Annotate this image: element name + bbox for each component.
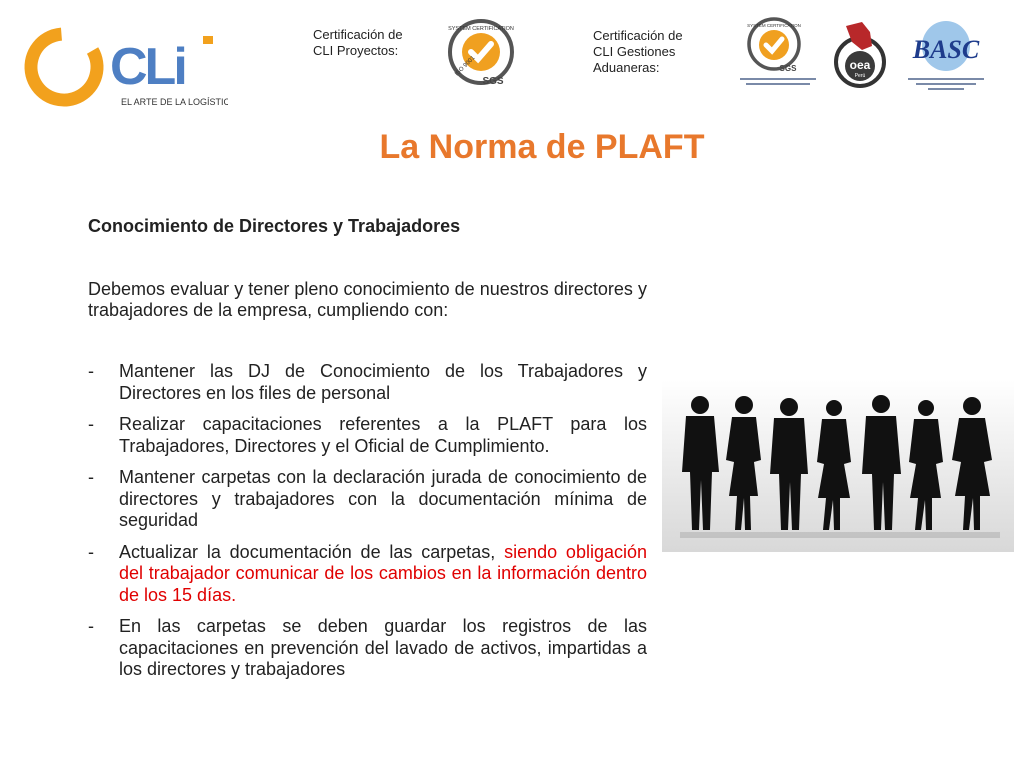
slide-title: La Norma de PLAFT (379, 128, 705, 166)
svg-text:SGS: SGS (482, 76, 504, 87)
basc-badge (906, 18, 986, 94)
svg-text:oea: oea (849, 58, 871, 72)
logo-tagline: EL ARTE DE LA LOGÍSTICA (121, 97, 228, 107)
svg-text:SYSTEM CERTIFICATION: SYSTEM CERTIFICATION (747, 23, 801, 28)
svg-text:ISO 9001: ISO 9001 (454, 55, 477, 78)
list-item: - En las carpetas se deben guardar los registros de las capacitaciones en prevención del lavado de activos, impartidas a los directores y trabajadores (88, 616, 647, 679)
svg-text:SGS: SGS (779, 64, 797, 73)
sgs-customs-badge (738, 16, 818, 90)
cert-projects-label: Certificación de CLI Proyectos: (313, 27, 403, 58)
section-subheading: Conocimiento de Directores y Trabajadores (88, 216, 461, 236)
requirements-list (88, 361, 647, 691)
oea-peru-badge (832, 20, 888, 90)
list-item: - Mantener las DJ de Conocimiento de los Trabajadores y Directores en los files de personal (88, 361, 647, 403)
list-item: - Actualizar la documentación de las carpetas, siendo obligación del trabajador comunicar de los cambios en la información dentro de los 15 días. (88, 541, 647, 605)
svg-text:Perú: Perú (854, 73, 866, 79)
cert-customs-label: Certificación de CLI Gestiones Aduaneras: (593, 28, 683, 75)
svg-text:CLi: CLi (110, 38, 185, 96)
svg-text:BASC: BASC (912, 35, 980, 64)
cli-logo (22, 22, 228, 120)
sgs-certification-badge (445, 18, 517, 90)
people-silhouettes-image (662, 380, 1014, 552)
list-item: - Realizar capacitaciones referentes a la PLAFT para los Trabajadores, Directores y el Oficial de Cumplimiento. (88, 414, 647, 456)
svg-text:SYSTEM CERTIFICATION: SYSTEM CERTIFICATION (448, 26, 514, 32)
list-item: - Mantener carpetas con la declaración jurada de conocimiento de directores y trabajadores con la documentación mínima de seguridad (88, 467, 647, 530)
intro-paragraph: Debemos evaluar y tener pleno conocimiento de nuestros directores y trabajadores de la empresa, cumpliendo con: (88, 279, 647, 320)
highlighted-obligation: siendo obligación del trabajador comunicar de los cambios en la información dentro de los 15 días. (119, 541, 647, 605)
